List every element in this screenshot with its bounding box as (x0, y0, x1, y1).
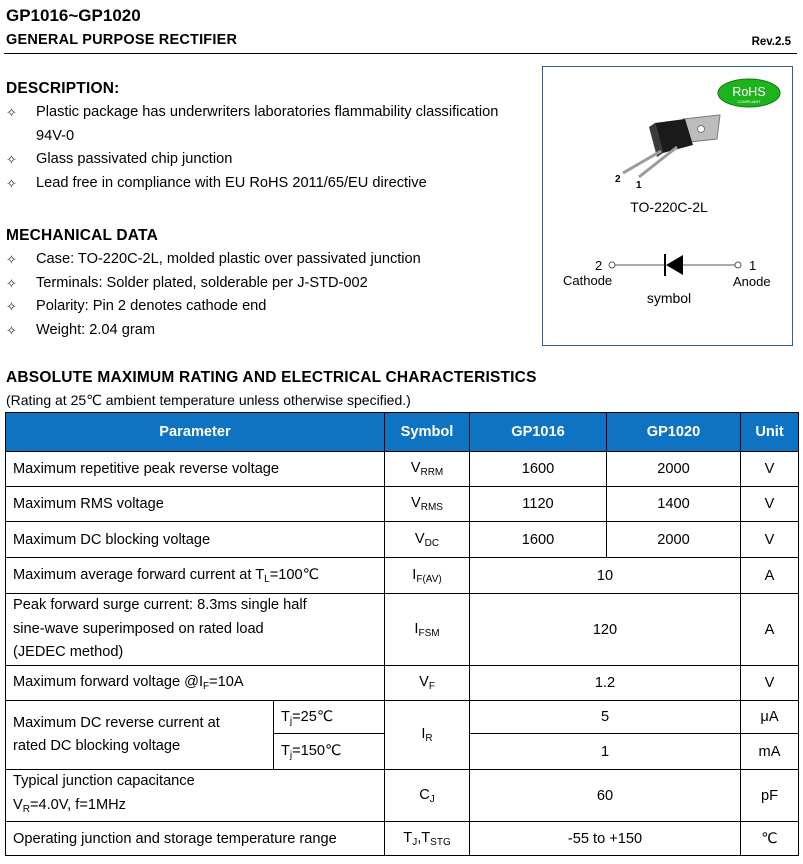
symbol-cell: $T_J,T_{STG}$ (385, 822, 470, 856)
unit-cell: mA (741, 734, 799, 770)
condition-cell: $T_j=150℃$ (274, 734, 385, 770)
symbol-cell: $V_{RRM}$ (385, 452, 470, 487)
table-note: (Rating at 25℃ ambient temperature unless otherwise specified.) (6, 392, 411, 408)
table-header-row (6, 413, 799, 452)
gp1016-cell: 1120 (470, 487, 607, 522)
header-unit: Unit (741, 413, 799, 452)
cathode-label: Cathode (563, 273, 613, 288)
anode-label: Anode (733, 274, 771, 289)
symbol-cell: $I_{F(AV)}$ (385, 558, 470, 594)
table-row (6, 558, 799, 594)
value-cell: 10 (470, 558, 741, 594)
diamond-bullet-icon: ✧ (6, 252, 17, 267)
package-name: TO-220C-2L (630, 199, 708, 215)
header-gp1016: GP1016 (470, 413, 607, 452)
package-panel (542, 66, 793, 346)
symbol-cell: $I_R$ (385, 701, 470, 770)
symbol-label: symbol (646, 290, 692, 306)
list-item: ✧ Weight: 2.04 gram (6, 319, 526, 343)
diamond-bullet-icon: ✧ (6, 175, 17, 191)
diamond-bullet-icon: ✧ (6, 322, 17, 338)
unit-cell: μA (741, 701, 799, 734)
list-item: ✧ Polarity: Pin 2 denotes cathode end (6, 295, 526, 319)
ratings-table (5, 412, 799, 856)
pin-2-label: 2 (615, 174, 621, 185)
param-cell: Maximum forward voltage $@I_F=10A$ (6, 666, 385, 701)
symbol-pin-2: 2 (595, 258, 603, 273)
diamond-bullet-icon: ✧ (6, 299, 17, 315)
page-subtitle: GENERAL PURPOSE RECTIFIER (6, 32, 238, 48)
symbol-cell: $C_J$ (385, 770, 470, 822)
gp1020-cell: 1400 (607, 487, 741, 522)
header-gp1020: GP1020 (607, 413, 741, 452)
to220-package-icon (623, 115, 720, 177)
table-row (6, 522, 799, 558)
list-item: ✧ Case: TO-220C-2L, molded plastic over passivated junction (6, 248, 526, 272)
table-row (6, 701, 799, 734)
gp1020-cell: 2000 (607, 522, 741, 558)
header-divider (4, 53, 797, 54)
param-cell: Maximum repetitive peak reverse voltage (6, 452, 385, 487)
symbol-cell: $V_{DC}$ (385, 522, 470, 558)
unit-cell: V (741, 666, 799, 701)
unit-cell: V (741, 522, 799, 558)
diode-symbol-icon (609, 254, 741, 276)
unit-cell: A (741, 558, 799, 594)
param-cell: Operating junction and storage temperature range (6, 822, 385, 856)
list-item: ✧ Terminals: Solder plated, solderable per J-STD-002 (6, 272, 526, 296)
rohs-sub-label: COMPLIANT (737, 99, 761, 104)
table-row (6, 487, 799, 522)
unit-cell: V (741, 487, 799, 522)
gp1016-cell: 1600 (470, 452, 607, 487)
diamond-bullet-icon: ✧ (6, 105, 17, 120)
header-parameter: Parameter (6, 413, 385, 452)
rohs-badge-icon (718, 79, 780, 107)
condition-cell: $T_j=25℃$ (274, 701, 385, 734)
gp1020-cell: 2000 (607, 452, 741, 487)
list-item: ✧ Lead free in compliance with EU RoHS 2011/65/EU directive (6, 172, 526, 196)
diamond-bullet-icon: ✧ (6, 152, 17, 168)
unit-cell: V (741, 452, 799, 487)
header-symbol: Symbol (385, 413, 470, 452)
unit-cell: pF (741, 770, 799, 822)
mechanical-list (6, 248, 526, 342)
param-cell: Maximum DC blocking voltage (6, 522, 385, 558)
symbol-cell: $V_{RMS}$ (385, 487, 470, 522)
diamond-bullet-icon: ✧ (6, 275, 17, 291)
table-row (6, 452, 799, 487)
package-illustration (543, 67, 792, 345)
table-row (6, 594, 799, 666)
value-cell: 1.2 (470, 666, 741, 701)
unit-cell: A (741, 594, 799, 666)
symbol-cell: $I_{FSM}$ (385, 594, 470, 666)
revision-label: Rev.2.5 (751, 36, 791, 48)
mechanical-heading: MECHANICAL DATA (6, 227, 158, 244)
param-cell: Maximum average forward current at $T_L=100℃$ (6, 558, 385, 594)
description-list (6, 101, 526, 195)
param-cell: Maximum RMS voltage (6, 487, 385, 522)
unit-cell: ℃ (741, 822, 799, 856)
value-cell: 60 (470, 770, 741, 822)
rohs-label: RoHS (732, 85, 766, 99)
list-item: ✧ Glass passivated chip junction (6, 148, 526, 172)
list-item: ✧ Plastic package has underwriters laboratories flammability classification 94V-0 (6, 101, 526, 148)
gp1016-cell: 1600 (470, 522, 607, 558)
value-cell: -55 to +150 (470, 822, 741, 856)
table-row (6, 822, 799, 856)
description-heading: DESCRIPTION: (6, 80, 120, 97)
symbol-cell: $V_F$ (385, 666, 470, 701)
table-row (6, 770, 799, 822)
param-cell: Peak forward surge current: 8.3ms single half sine-wave superimposed on rated load (JEDEC method) (6, 594, 385, 666)
value-cell: 1 (470, 734, 741, 770)
param-cell: Maximum DC reverse current at rated DC blocking voltage (6, 701, 274, 770)
param-cell: Typical junction capacitance $V_R=4.0V$, f=1MHz (6, 770, 385, 822)
value-cell: 120 (470, 594, 741, 666)
table-row (6, 666, 799, 701)
pin-1-label: 1 (636, 180, 642, 191)
value-cell: 5 (470, 701, 741, 734)
page-title: GP1016~GP1020 (6, 6, 141, 25)
table-title: ABSOLUTE MAXIMUM RATING AND ELECTRICAL CHARACTERISTICS (6, 369, 537, 386)
symbol-pin-1: 1 (749, 258, 757, 273)
